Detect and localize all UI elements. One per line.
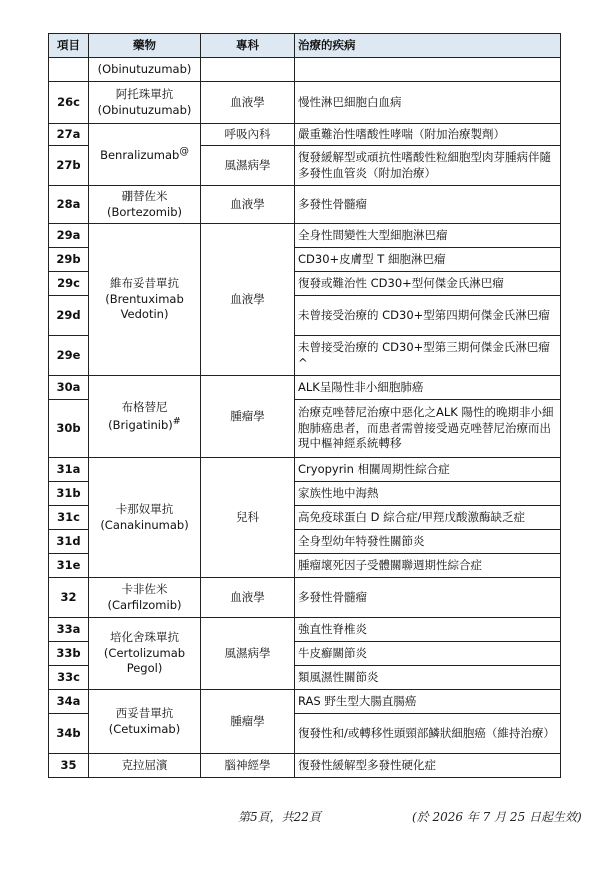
table-row [49,690,561,714]
item-cell: 33c [49,666,89,690]
specialty-cell: 呼吸內科 [201,124,295,146]
disease-cell: Cryopyrin 相關周期性綜合症 [295,458,561,482]
drug-name-cn: 硼替佐米 [121,188,168,203]
disease-cell: 牛皮癬關節炎 [295,642,561,666]
drug-name-cn: 卡那奴單抗 [115,501,174,516]
item-cell: 29a [49,224,89,248]
drug-cell [89,124,201,186]
specialty-cell: 血液學 [201,186,295,224]
table-row [49,578,561,618]
item-cell: 27b [49,146,89,186]
footnote-mark: @ [179,145,189,157]
item-cell: 35 [49,754,89,778]
drug-name-en: (Canakinumab) [100,517,189,532]
drug-name-en: (Brigatinib) [108,417,173,432]
specialty-cell: 血液學 [201,82,295,124]
header-drug: 藥物 [89,34,201,58]
specialty-cell: 血液學 [201,578,295,618]
item-cell: 28a [49,186,89,224]
footnote-mark: # [172,415,181,427]
drug-name-en: (Obinutuzumab) [97,102,192,117]
disease-cell [295,58,561,82]
header-item: 項目 [49,34,89,58]
disease-cell: 復發緩解型或頑抗性嗜酸性粒細胞型肉芽腫病伴隨多發性血管炎（附加治療） [295,146,561,186]
item-cell [49,58,89,82]
table-row [49,58,561,82]
drug-name-cn: 維布妥昔單抗 [110,276,179,291]
drug-cell [89,82,201,124]
drug-cell [89,618,201,690]
disease-cell: 全身型幼年特發性關節炎 [295,530,561,554]
item-cell: 26c [49,82,89,124]
item-cell: 27a [49,124,89,146]
drug-cell [89,186,201,224]
table-row [49,618,561,642]
table-row [49,224,561,248]
specialty-cell: 風濕病學 [201,146,295,186]
item-cell: 32 [49,578,89,618]
item-cell: 30a [49,376,89,400]
disease-cell: CD30+皮膚型 T 細胞淋巴瘤 [295,248,561,272]
specialty-cell: 血液學 [201,224,295,376]
item-cell: 29e [49,336,89,376]
effective-date: (於 2026 年 7 月 25 日起生效) [412,810,582,824]
drug-cell [89,224,201,376]
specialty-cell [201,58,295,82]
drug-name-en: (Certolizumab [103,645,186,660]
header-disease: 治療的疾病 [295,34,561,58]
item-cell: 29b [49,248,89,272]
header-specialty: 專科 [201,34,295,58]
disease-cell: 慢性淋巴細胞白血病 [295,82,561,124]
table-header-row [49,34,561,58]
item-cell: 33a [49,618,89,642]
item-cell: 31b [49,482,89,506]
table-row [49,186,561,224]
disease-cell: 家族性地中海熱 [295,482,561,506]
drug-table [48,33,561,778]
drug-cell [89,578,201,618]
item-cell: 34a [49,690,89,714]
drug-name-cn: 卡非佐米 [121,581,168,596]
disease-cell: 多發性骨髓瘤 [295,186,561,224]
drug-name-en: (Bortezomib) [107,204,182,219]
disease-cell: 復發或難治性 CD30+型何傑金氏淋巴瘤 [295,272,561,296]
disease-cell: 嚴重難治性嗜酸性哮喘（附加治療製劑） [295,124,561,146]
drug-name-cn: 培化舍珠單抗 [110,630,179,645]
item-cell: 33b [49,642,89,666]
item-cell: 29d [49,296,89,336]
item-cell: 34b [49,714,89,754]
item-cell: 31d [49,530,89,554]
specialty-cell: 腫瘤學 [201,376,295,458]
drug-name-cn: 西妥昔單抗 [115,705,174,720]
disease-cell: ALK呈陽性非小細胞肺癌 [295,376,561,400]
disease-cell: 高免疫球蛋白 D 綜合症/甲羥戊酸激酶缺乏症 [295,506,561,530]
disease-cell: 復發性緩解型多發性硬化症 [295,754,561,778]
table-row [49,754,561,778]
disease-cell: 治療克唑替尼治療中惡化之ALK 陽性的晚期非小細胞肺癌患者，而患者需曾接受過克唑替尼治療而出現中樞神經系統轉移 [295,400,561,458]
drug-name-en: (Carfilzomib) [107,597,182,612]
disease-cell: 強直性脊椎炎 [295,618,561,642]
disease-cell: 未曾接受治療的 CD30+型第四期何傑金氏淋巴瘤 [295,296,561,336]
page-number: 第5頁，共22頁 [238,810,321,824]
drug-cell: 克拉屈濱 [89,754,201,778]
drug-cell [89,458,201,578]
disease-cell: 腫瘤壞死因子受體關聯週期性綜合症 [295,554,561,578]
drug-cell: (Obinutuzumab) [89,58,201,82]
item-cell: 30b [49,400,89,458]
table-row [49,458,561,482]
specialty-cell: 風濕病學 [201,618,295,690]
disease-cell: 未曾接受治療的 CD30+型第三期何傑金氏淋巴瘤^ [295,336,561,376]
specialty-cell: 兒科 [201,458,295,578]
item-cell: 31c [49,506,89,530]
disease-cell: 類風濕性關節炎 [295,666,561,690]
drug-cell [89,376,201,458]
drug-name-en: (Cetuximab) [108,721,181,736]
specialty-cell: 腫瘤學 [201,690,295,754]
table-row [49,376,561,400]
item-cell: 31e [49,554,89,578]
item-cell: 29c [49,272,89,296]
drug-name-en: Benralizumab [100,147,180,162]
table-row [49,82,561,124]
drug-name-cn: 布格替尼 [121,400,168,415]
disease-cell: 復發性和/或轉移性頭頸部鱗狀細胞癌（維持治療） [295,714,561,754]
drug-name-cn: 阿托珠單抗 [115,86,174,101]
drug-name-en: Pegol) [126,661,163,676]
specialty-cell: 腦神經學 [201,754,295,778]
disease-cell: 多發性骨髓瘤 [295,578,561,618]
disease-cell: 全身性間變性大型細胞淋巴瘤 [295,224,561,248]
drug-name-en: (Brentuximab [105,291,184,306]
table-row [49,124,561,146]
disease-cell: RAS 野生型大腸直腸癌 [295,690,561,714]
drug-name-en: Vedotin) [120,307,169,322]
drug-cell [89,690,201,754]
item-cell: 31a [49,458,89,482]
